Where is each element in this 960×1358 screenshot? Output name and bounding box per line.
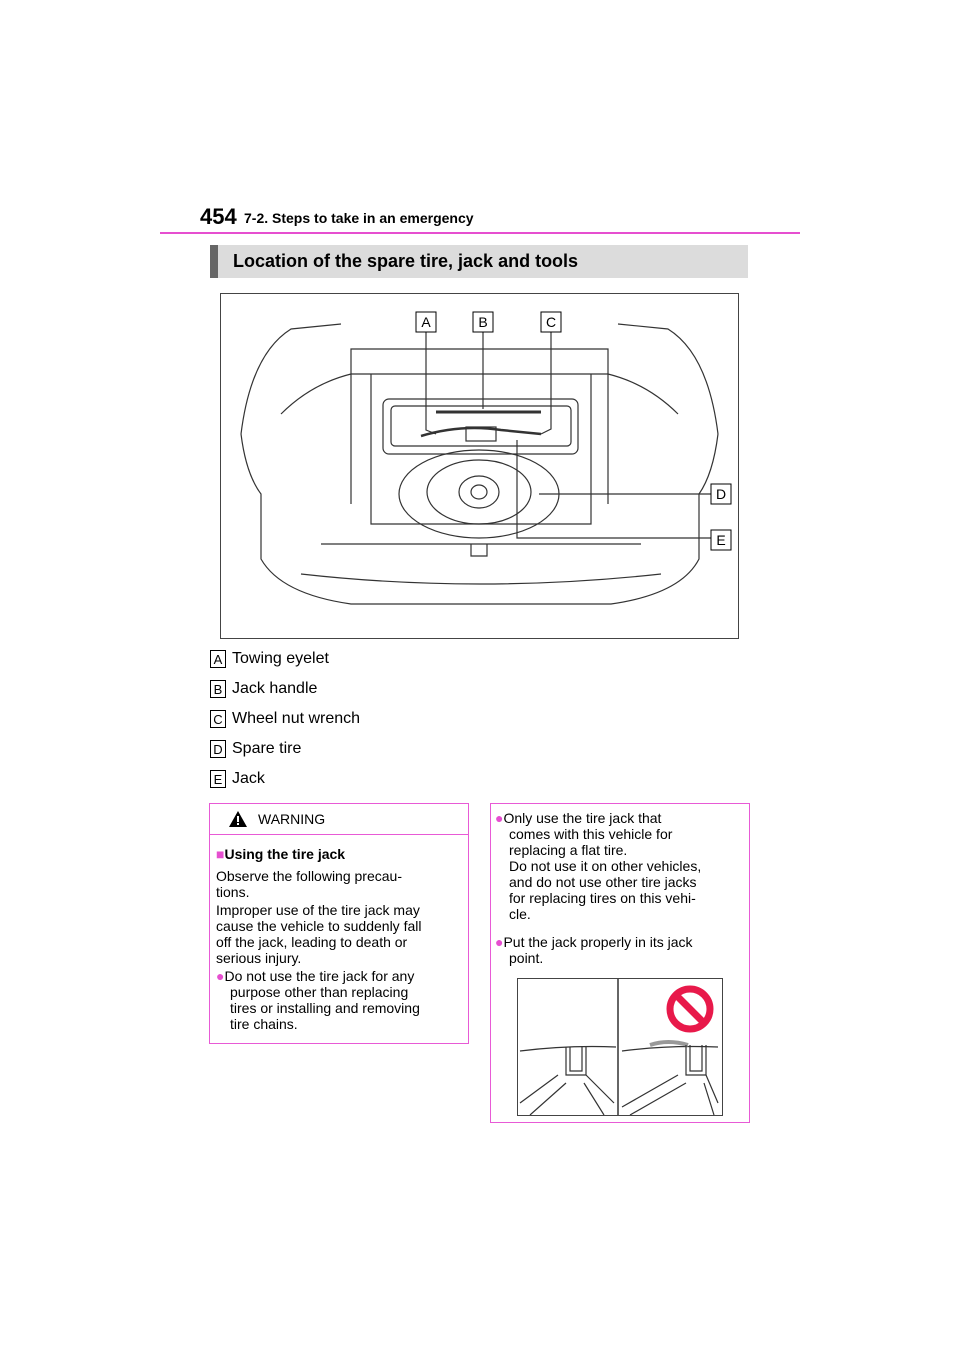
legend-item-jack (210, 770, 265, 792)
text-line: tires or installing and removing (230, 1000, 420, 1016)
callout-a: A (421, 314, 431, 330)
right-bullet-2 (495, 934, 693, 966)
text-line: cle. (509, 906, 531, 922)
callout-c: C (545, 314, 557, 330)
text-line: Do not use the tire jack for any (224, 968, 415, 984)
legend-key: D (210, 740, 226, 758)
warning-paragraph-1 (216, 868, 402, 900)
legend-label: Towing eyelet (232, 650, 329, 667)
round-bullet-icon: ● (495, 934, 504, 950)
prohibited-icon (670, 989, 710, 1029)
round-bullet-icon: ● (216, 968, 225, 984)
legend-key: C (210, 710, 226, 728)
trunk-illustration (220, 293, 739, 639)
text-line: Do not use it on other vehicles, (509, 858, 702, 874)
heading-accent (210, 245, 218, 278)
section-heading (210, 245, 748, 278)
legend-key: A (210, 650, 226, 668)
text-line: Only use the tire jack that (503, 810, 662, 826)
legend-item-jack-handle (210, 680, 317, 702)
warning-continued-panel (490, 803, 750, 1123)
text-line: replacing a flat tire. (509, 842, 628, 858)
warning-header (210, 804, 468, 835)
text-line: comes with this vehicle for (509, 826, 673, 842)
warning-panel (209, 803, 469, 1044)
heading-text: Location of the spare tire, jack and tools (233, 251, 579, 271)
legend-key: B (210, 680, 226, 698)
legend-label: Jack (232, 770, 265, 787)
header-rule (160, 232, 800, 234)
legend-item-spare-tire (210, 740, 301, 762)
callout-e: E (716, 532, 726, 548)
text-line: purpose other than replacing (230, 984, 409, 1000)
text-line: point. (509, 950, 544, 966)
section-title: 7-2. Steps to take in an emergency (244, 210, 474, 226)
legend-label: Jack handle (232, 680, 318, 697)
callout-b: B (478, 314, 488, 330)
text-line: tire chains. (230, 1016, 298, 1032)
warning-paragraph-2 (216, 902, 421, 966)
text-line: Put the jack properly in its jack (503, 934, 693, 950)
text-line: and do not use other tire jacks (509, 874, 697, 890)
text-line: Observe the following precau- (216, 868, 402, 884)
legend-key: E (210, 770, 226, 788)
text-line: cause the vehicle to suddenly fall (216, 918, 422, 934)
text-line: for replacing tires on this vehi- (509, 890, 696, 906)
callout-d: D (715, 486, 727, 502)
warning-subhead-text: Using the tire jack (224, 846, 346, 862)
legend-item-wheel-nut-wrench (210, 710, 360, 732)
legend-item-towing-eyelet (210, 650, 329, 672)
right-bullet-1 (495, 810, 701, 922)
warning-triangle-icon (228, 810, 248, 828)
text-line: off the jack, leading to death or (216, 934, 408, 950)
text-line: tions. (216, 884, 250, 900)
trunk-drawing (221, 294, 738, 638)
legend-label: Spare tire (232, 740, 302, 757)
warning-bullet-1 (216, 968, 420, 1032)
legend-label: Wheel nut wrench (232, 710, 361, 727)
round-bullet-icon: ● (495, 810, 504, 826)
text-line: serious injury. (216, 950, 302, 966)
warning-label: WARNING (258, 811, 326, 827)
jack-placement-illustration (517, 978, 723, 1116)
text-line: Improper use of the tire jack may (216, 902, 420, 918)
square-bullet-icon: ■ (216, 846, 225, 862)
page-number: 454 (200, 204, 237, 229)
jack-placement-drawing (518, 979, 722, 1115)
warning-subhead (216, 846, 345, 862)
